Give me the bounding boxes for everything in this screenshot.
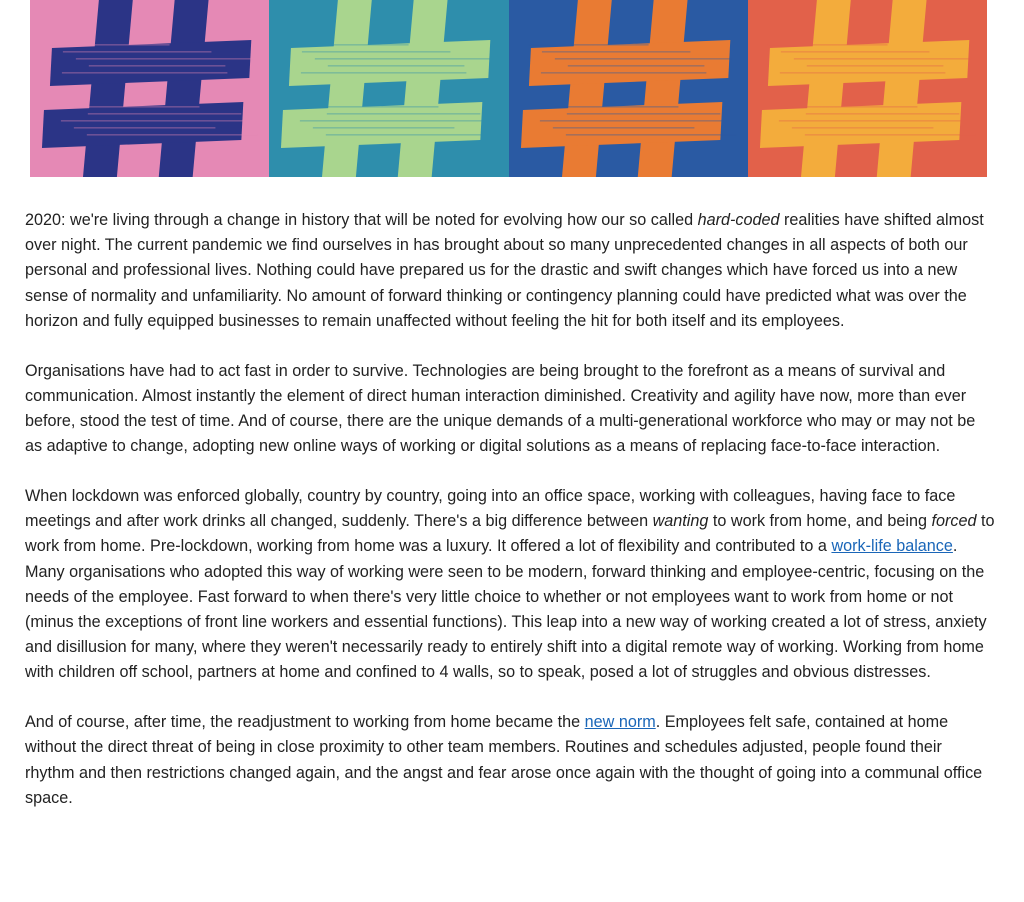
brush-texture — [567, 65, 704, 67]
brush-texture — [781, 51, 930, 53]
hashtag-stroke — [520, 102, 721, 148]
hashtag-stroke — [768, 40, 969, 86]
emphasis-wanting: wanting — [652, 512, 709, 531]
hashtag-stroke — [82, 0, 134, 177]
brush-texture — [780, 72, 945, 74]
brush-texture — [554, 58, 731, 60]
hashtag-stroke — [528, 40, 729, 86]
hashtag-stroke — [800, 0, 852, 177]
brush-texture — [301, 72, 466, 74]
hashtag-stroke — [281, 102, 482, 148]
brush-texture — [300, 120, 482, 122]
brush-texture — [315, 58, 492, 60]
brush-texture — [63, 51, 212, 53]
brush-texture — [779, 120, 961, 122]
article-body — [25, 208, 995, 836]
banner-tile-teal — [269, 0, 508, 177]
banner-tile-pink — [30, 0, 269, 177]
brush-texture — [552, 127, 694, 129]
hashtag-stroke — [42, 102, 243, 148]
brush-texture — [62, 72, 227, 74]
brush-texture — [807, 65, 944, 67]
emphasis-forced: forced — [931, 512, 977, 531]
hashtag-stroke — [760, 102, 961, 148]
hashtag-banner-image — [30, 0, 987, 177]
brush-texture — [805, 134, 975, 136]
brush-texture — [794, 58, 971, 60]
banner-tile-red — [748, 0, 987, 177]
hashtag-stroke — [875, 0, 927, 177]
brush-texture — [328, 65, 465, 67]
brush-texture — [528, 44, 648, 46]
paragraph-2: Organisations have had to act fast in order to survive. Technologies are being brought to the forefront as a means of survival and communication. Almost instantly the element of direct human interaction diminished. Creativity and agility have now, more than ever before, stood the test of time. And of course, there are the unique demands of a multi-generational workforce who may or may not be as adaptive to change, adopting new online ways of working or digital solutions as a means of replacing face-to-face interaction. — [25, 361, 976, 456]
brush-texture — [74, 127, 216, 129]
brush-texture — [50, 44, 170, 46]
brush-texture — [76, 58, 253, 60]
brush-texture — [87, 134, 257, 136]
hashtag-stroke — [560, 0, 612, 177]
hashtag-stroke — [321, 0, 373, 177]
brush-texture — [88, 113, 242, 115]
brush-texture — [314, 106, 439, 108]
hashtag-icon — [269, 0, 508, 177]
paragraph-3: When lockdown was enforced globally, country by country, going into an office space, working with colleagues, having face to face meetings and after work drinks all changed, suddenly. There's a big difference between wanting to work from home, and being forced to work from home. Pre-lockdown, working from home was a luxury. It offered a lot of flexibility and contributed to a work-life balance. Many organisations who adopted this way of working were seen to be modern, forward thinking and employee-centric, focusing on the needs of the employee. Fast forward to when there's very little choice to whether or not employees want to work from home or not (minus the exceptions of front line workers and essential functions). This leap into a new way of working created a lot of stress, anxiety and disillusion for many, where they weren't necessarily ready to entirely shift into a digital remote way of working. Working from home with children off school, partners at home and confined to 4 walls, so to speak, posed a lot of struggles and obvious distresses. — [25, 487, 995, 682]
brush-texture — [566, 113, 720, 115]
brush-texture — [793, 106, 918, 108]
brush-texture — [289, 44, 409, 46]
paragraph-4: And of course, after time, the readjustment to working from home became the new norm. Employees felt safe, contained at home without the direct threat of being in close proximity to other team members. Routines and schedules adjusted, people found their rhythm and then restrictions changed again, and the angst and fear arose once again with the thought of going into a communal office space. — [25, 713, 983, 807]
brush-texture — [806, 113, 960, 115]
hashtag-stroke — [50, 40, 251, 86]
brush-texture — [792, 127, 934, 129]
brush-texture — [553, 106, 678, 108]
banner-tile-blue — [509, 0, 748, 177]
brush-texture — [541, 51, 690, 53]
new-norm-link[interactable]: new norm — [584, 713, 656, 732]
hashtag-stroke — [289, 40, 490, 86]
work-life-balance-link[interactable]: work-life balance — [831, 537, 953, 556]
brush-texture — [539, 120, 721, 122]
paragraph-1: 2020: we're living through a change in history that will be noted for evolving how our so called hard-coded realities have shifted almost over night. The current pandemic we find ourselves in has brought about so many unprecedented changes in all aspects of both our personal and professional lives. Nothing could have prepared us for the drastic and swift changes which have forced us into a new sense of normality and unfamiliarity. No amount of forward thinking or contingency planning could have predicted what was over the horizon and fully equipped businesses to remain unaffected without feeling the hit for both itself and its employees. — [25, 211, 984, 330]
hashtag-icon — [748, 0, 987, 177]
brush-texture — [327, 113, 481, 115]
hashtag-stroke — [636, 0, 688, 177]
brush-texture — [326, 134, 496, 136]
brush-texture — [540, 72, 705, 74]
hashtag-icon — [30, 0, 269, 177]
brush-texture — [75, 106, 200, 108]
brush-texture — [768, 44, 888, 46]
hashtag-stroke — [158, 0, 210, 177]
emphasis-hard-coded: hard-coded — [697, 211, 780, 229]
hashtag-stroke — [397, 0, 449, 177]
brush-texture — [89, 65, 226, 67]
brush-texture — [302, 51, 451, 53]
brush-texture — [565, 134, 735, 136]
brush-texture — [61, 120, 243, 122]
brush-texture — [313, 127, 455, 129]
hashtag-icon — [509, 0, 748, 177]
